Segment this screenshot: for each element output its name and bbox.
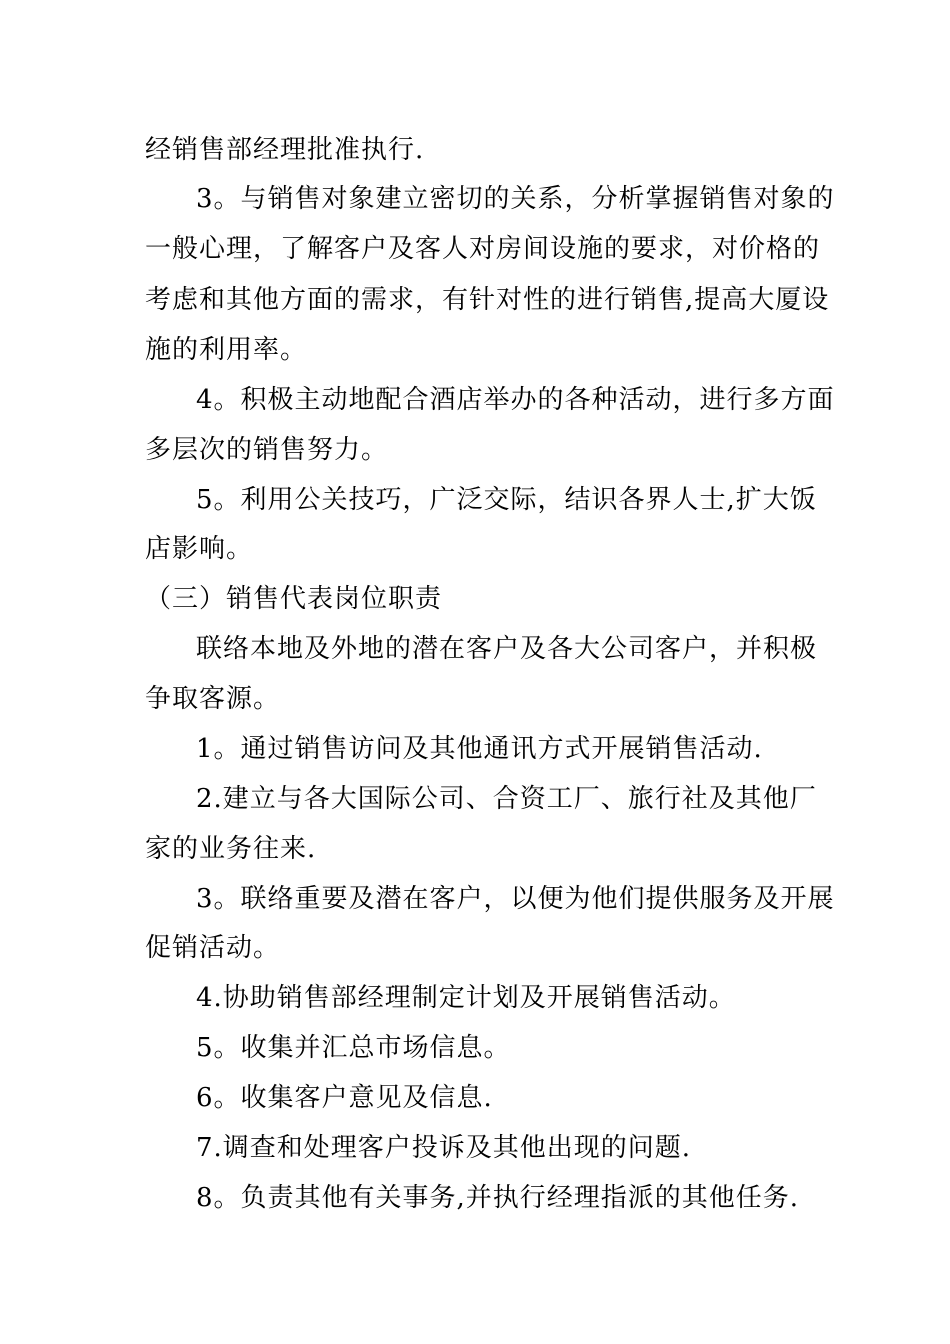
list-item: 5。收集并汇总市场信息。 [196, 1033, 511, 1063]
text-line: 店影响。 [145, 534, 254, 564]
list-item: 4.协助销售部经理制定计划及开展销售活动。 [196, 983, 736, 1013]
text-line: 经销售部经理批准执行. [145, 135, 425, 165]
list-item: 3。联络重要及潜在客户，以便为他们提供服务及开展 [196, 884, 835, 914]
list-item: 2.建立与各大国际公司、合资工厂、旅行社及其他厂 [196, 784, 817, 814]
list-item: 8。负责其他有关事务,并执行经理指派的其他任务. [196, 1183, 800, 1213]
text-line: 5。利用公关技巧，广泛交际，结识各界人士,扩大饭 [196, 485, 817, 515]
text-line: 家的业务往来. [145, 834, 317, 864]
text-line: 考虑和其他方面的需求，有针对性的进行销售,提高大厦设 [145, 285, 830, 315]
text-line: 联络本地及外地的潜在客户及各大公司客户，并积极 [196, 634, 818, 664]
list-item: 6。收集客户意见及信息. [196, 1083, 493, 1113]
text-line: 一般心理，了解客户及客人对房间设施的要求，对价格的 [145, 234, 821, 264]
text-line: 施的利用率。 [145, 335, 308, 365]
text-line: 4。积极主动地配合酒店举办的各种活动，进行多方面 [196, 385, 835, 415]
text-line: 多层次的销售努力。 [145, 435, 389, 465]
text-line: 促销活动。 [145, 933, 281, 963]
text-line: 争取客源。 [145, 684, 281, 714]
text-line: 3。与销售对象建立密切的关系，分析掌握销售对象的 [196, 184, 835, 214]
list-item: 1。通过销售访问及其他通讯方式开展销售活动. [196, 734, 763, 764]
section-heading: （三）销售代表岗位职责 [145, 584, 443, 614]
list-item: 7.调查和处理客户投诉及其他出现的问题. [196, 1133, 692, 1163]
